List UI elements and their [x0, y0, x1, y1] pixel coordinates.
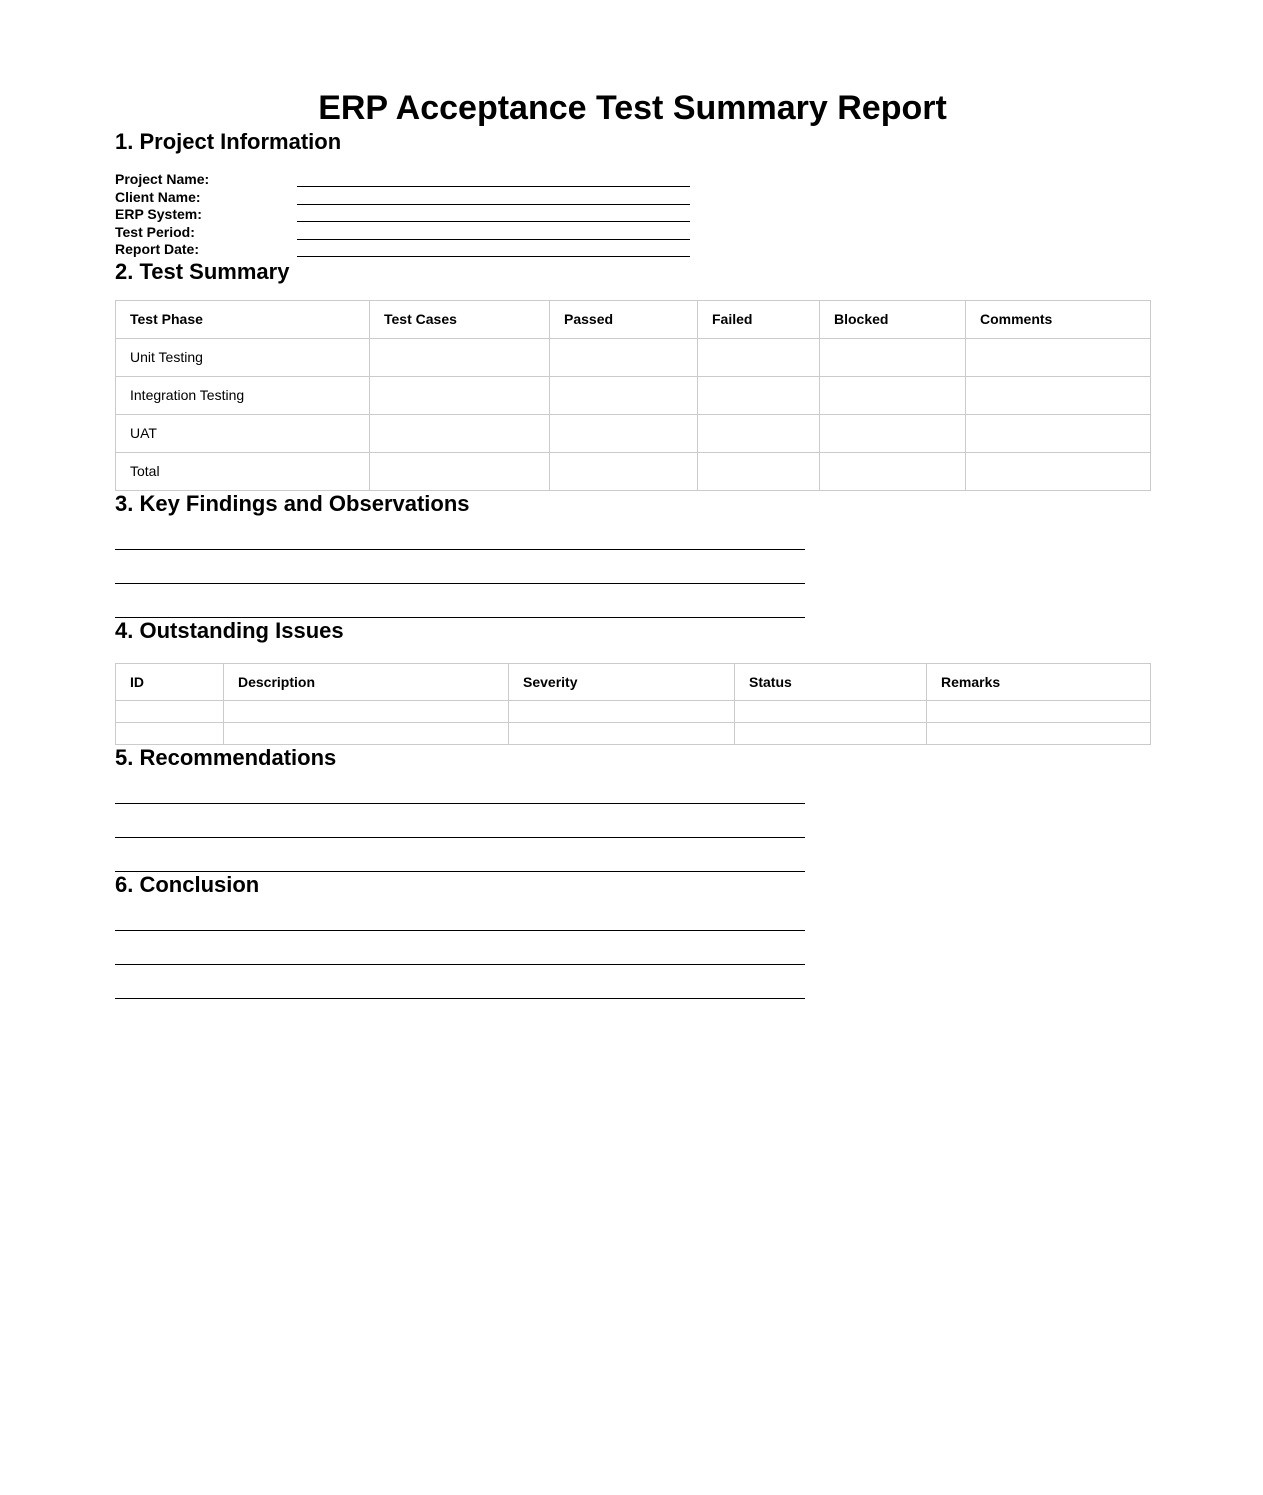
field-fill-line-report-date[interactable]	[297, 241, 690, 257]
empty-cell[interactable]	[550, 338, 698, 376]
column-header-blocked: Blocked	[820, 300, 966, 338]
empty-cell[interactable]	[550, 414, 698, 452]
writing-line[interactable]	[115, 965, 805, 999]
field-row-project-name	[115, 171, 1150, 189]
empty-cell[interactable]	[966, 452, 1151, 490]
writing-line[interactable]	[115, 804, 805, 838]
column-header-id: ID	[116, 663, 224, 700]
conclusion-lines	[115, 897, 805, 999]
column-header-failed: Failed	[698, 300, 820, 338]
column-header-passed: Passed	[550, 300, 698, 338]
empty-cell[interactable]	[820, 376, 966, 414]
empty-cell[interactable]	[224, 722, 509, 744]
section-heading-conclusion: 6. Conclusion	[115, 871, 260, 897]
empty-cell[interactable]	[927, 722, 1151, 744]
writing-line[interactable]	[115, 838, 805, 872]
test-summary-header-row	[116, 300, 1151, 338]
empty-cell[interactable]	[224, 700, 509, 722]
table-row-uat	[116, 414, 1151, 452]
table-row-unit-testing	[116, 338, 1151, 376]
writing-line[interactable]	[115, 516, 805, 550]
table-row-integration-testing	[116, 376, 1151, 414]
table-row-issue	[116, 700, 1151, 722]
empty-cell[interactable]	[966, 376, 1151, 414]
empty-cell[interactable]	[820, 414, 966, 452]
page-title: ERP Acceptance Test Summary Report	[318, 89, 947, 127]
empty-cell[interactable]	[370, 414, 550, 452]
empty-cell[interactable]	[116, 700, 224, 722]
empty-cell[interactable]	[820, 452, 966, 490]
field-label-report-date: Report Date:	[115, 241, 200, 258]
empty-cell[interactable]	[927, 700, 1151, 722]
empty-cell[interactable]	[116, 722, 224, 744]
empty-cell[interactable]	[966, 414, 1151, 452]
empty-cell[interactable]	[966, 338, 1151, 376]
recommendations-lines	[115, 770, 805, 872]
field-row-erp-system	[115, 206, 1150, 224]
field-fill-line-erp-system[interactable]	[297, 206, 690, 222]
field-fill-line-test-period[interactable]	[297, 224, 690, 240]
field-label-project-name: Project Name:	[115, 171, 210, 187]
field-label-erp-system: ERP System:	[115, 206, 202, 223]
empty-cell[interactable]	[550, 376, 698, 414]
outstanding-issues-table	[115, 663, 1151, 745]
empty-cell[interactable]	[735, 722, 927, 744]
writing-line[interactable]	[115, 897, 805, 931]
column-header-remarks: Remarks	[927, 663, 1151, 700]
row-label-cell: Integration Testing	[116, 376, 370, 414]
key-findings-lines	[115, 516, 805, 618]
writing-line[interactable]	[115, 931, 805, 965]
writing-line[interactable]	[115, 550, 805, 584]
empty-cell[interactable]	[370, 376, 550, 414]
field-row-report-date	[115, 241, 1150, 259]
field-label-test-period: Test Period:	[115, 223, 195, 240]
column-header-severity: Severity	[509, 663, 735, 700]
table-row-total	[116, 452, 1151, 490]
empty-cell[interactable]	[509, 700, 735, 722]
section-heading-test-summary: 2. Test Summary	[115, 258, 290, 284]
column-header-test-phase: Test Phase	[116, 300, 370, 338]
section-heading-key-findings: 3. Key Findings and Observations	[115, 490, 470, 516]
empty-cell[interactable]	[698, 414, 820, 452]
column-header-status: Status	[735, 663, 927, 700]
empty-cell[interactable]	[370, 452, 550, 490]
section-heading-recommendations: 5. Recommendations	[115, 744, 337, 770]
project-info-fields	[115, 171, 1150, 259]
column-header-description: Description	[224, 663, 509, 700]
section-heading-project-information: 1. Project Information	[115, 129, 342, 154]
field-fill-line-client-name[interactable]	[297, 189, 690, 205]
empty-cell[interactable]	[509, 722, 735, 744]
empty-cell[interactable]	[698, 376, 820, 414]
writing-line[interactable]	[115, 584, 805, 618]
empty-cell[interactable]	[735, 700, 927, 722]
row-label-cell: UAT	[116, 414, 370, 452]
field-fill-line-project-name[interactable]	[297, 171, 690, 187]
field-label-client-name: Client Name:	[115, 188, 201, 205]
field-row-client-name	[115, 189, 1150, 207]
column-header-comments: Comments	[966, 300, 1151, 338]
field-row-test-period	[115, 224, 1150, 242]
row-label-cell: Total	[116, 452, 370, 490]
row-label-cell: Unit Testing	[116, 338, 370, 376]
empty-cell[interactable]	[370, 338, 550, 376]
empty-cell[interactable]	[820, 338, 966, 376]
empty-cell[interactable]	[698, 338, 820, 376]
writing-line[interactable]	[115, 770, 805, 804]
section-heading-outstanding-issues: 4. Outstanding Issues	[115, 617, 344, 643]
column-header-test-cases: Test Cases	[370, 300, 550, 338]
empty-cell[interactable]	[698, 452, 820, 490]
empty-cell[interactable]	[550, 452, 698, 490]
table-row-issue	[116, 722, 1151, 744]
test-summary-table	[115, 300, 1151, 491]
issues-header-row	[116, 663, 1151, 700]
